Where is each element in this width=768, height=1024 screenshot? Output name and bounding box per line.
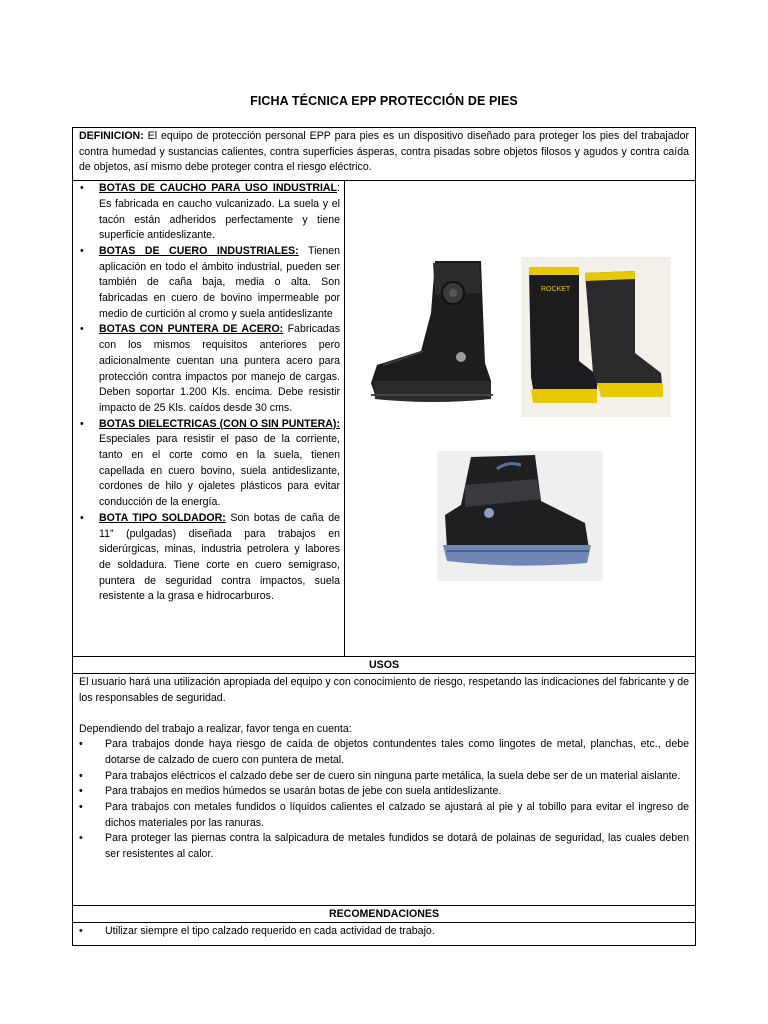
boot-name: BOTAS DIELECTRICAS (CON O SIN PUNTERA): <box>99 417 340 430</box>
usos-heading: USOS <box>73 656 695 673</box>
boot-item <box>77 511 340 605</box>
boot-name: BOTAS DE CAUCHO PARA USO INDUSTRIAL <box>99 182 338 195</box>
usos-item: • Para trabajos eléctricos el calzado debe ser de cuero sin ninguna parte metálica, la suela debe ser de un material aislante. <box>79 769 689 785</box>
usos-section <box>73 673 695 905</box>
definition-text: El equipo de protección personal EPP para pies es un dispositivo diseñado para proteger los pies del trabajador contra humedad y sustancias calientes, contra superficies ásperas, contra pisadas sobre objetos filosos y agudos y contra caída de objetos, así mismo debe proteger contra el riesgo eléctrico. <box>79 130 689 174</box>
boot-name: BOTAS DE CUERO INDUSTRIALES: <box>99 244 299 257</box>
boot-item <box>77 244 340 323</box>
usos-item: • Para trabajos donde haya riesgo de caída de objetos contundentes tales como lingotes de metal, planchas, etc., debe dotarse de calzado de cuero con puntera de metal. <box>79 737 689 768</box>
boot-name: BOTAS CON PUNTERA DE ACERO: <box>99 323 284 336</box>
page-title: FICHA TÉCNICA EPP PROTECCIÓN DE PIES <box>250 94 518 108</box>
boot-images <box>345 181 695 656</box>
rubber-boot-image <box>521 257 671 417</box>
recomendaciones-item: • Utilizar siempre el tipo calzado requerido en cada actividad de trabajo. <box>79 924 689 940</box>
boot-desc: Tienen aplicación en todo el ámbito industrial, pueden ser también de caña baja, media o alta. Son fabricadas en cuero de bovino impermeable por medio de curtición al cromo y suela antideslizante <box>99 244 340 320</box>
rubber-boot-logo: ROCKET <box>541 286 571 294</box>
boot-desc: : Es fabricada en caucho vulcanizado. La suela y el tacón están adheridos perfectamente y tiene superficie antideslizante. <box>99 182 340 242</box>
boot-desc: Fabricadas con los mismos requisitos anteriores pero adicionalmente cuentan una puntera acero para protección contra impactos por manejo de cargas. Deben soportar 1.200 Kls. encima. Debe resistir impacto de 25 Kls. caídos desde 30 cms. <box>99 323 340 414</box>
usos-item: • Para proteger las piernas contra la salpicadura de metales fundidos se dotará de polainas de seguridad, las cuales deben ser resistentes al calor. <box>79 831 689 862</box>
recomendaciones-section <box>73 922 695 945</box>
boot-item <box>77 417 340 511</box>
boot-desc: Especiales para resistir el paso de la corriente, tanto en el corte como en la suela, tienen capellada en cuero bovino, suela antideslizante, cordones de hilo y ojaletes plásticos para evitar conducción de la energía. <box>99 433 340 509</box>
usos-intro: El usuario hará una utilización apropiada del equipo y con conocimiento de riesgo, respetando las indicaciones del fabricante y de los responsables de seguridad. <box>79 676 689 704</box>
leather-boot-image <box>363 253 503 413</box>
welder-boot-image <box>437 451 603 581</box>
definition-label: DEFINICION: <box>79 130 144 142</box>
boot-name: BOTA TIPO SOLDADOR: <box>99 511 226 524</box>
spec-table <box>72 127 696 946</box>
boot-types-list <box>73 181 345 656</box>
usos-item: • Para trabajos en medios húmedos se usarán botas de jebe con suela antideslizante. <box>79 784 689 800</box>
usos-lead: Dependiendo del trabajo a realizar, favor tenga en cuenta: <box>79 722 352 735</box>
definition-row <box>73 128 695 180</box>
boot-item <box>77 181 340 244</box>
boot-item <box>77 322 340 416</box>
boot-desc: Son botas de caña de 11” (pulgadas) diseñada para trabajos en siderúrgicas, minas, industria petrolera y labores de soldadura. Tiene corte en cuero semigraso, puntera de seguridad contra impactos, suela resistente a la grasa e hidrocarburos. <box>99 511 340 603</box>
usos-item: • Para trabajos con metales fundidos o líquidos calientes el calzado se ajustará al pie y al tobillo para evitar el ingreso de dichos materiales por las ranuras. <box>79 800 689 831</box>
recomendaciones-heading: RECOMENDACIONES <box>73 905 695 922</box>
boot-types-row <box>73 180 695 656</box>
